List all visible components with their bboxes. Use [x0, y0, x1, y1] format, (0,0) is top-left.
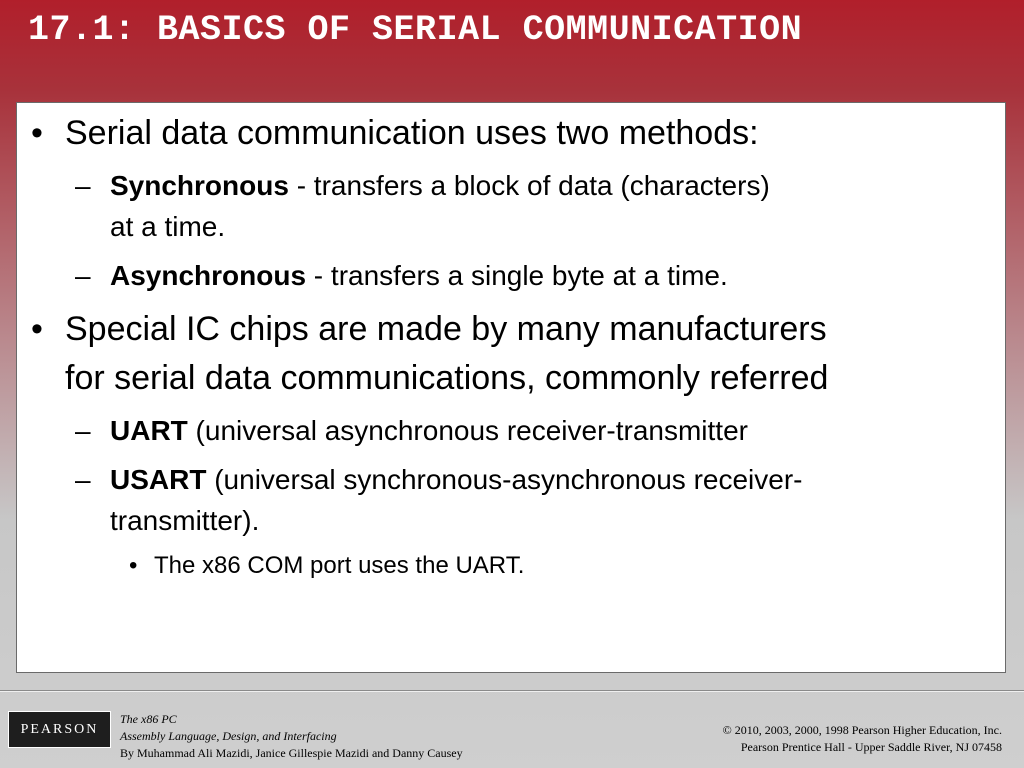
- slide-title: 17.1: BASICS OF SERIAL COMMUNICATION: [28, 10, 803, 50]
- publisher-text: Pearson Prentice Hall - Upper Saddle River, NJ 07458: [740, 740, 1002, 754]
- asynchronous-description: - transfers a single byte at a time.: [306, 260, 728, 291]
- sub-bullet-asynchronous: [75, 257, 728, 295]
- footer-divider: [0, 690, 1024, 692]
- bullet-marker: •: [31, 310, 43, 348]
- book-subtitle: Assembly Language, Design, and Interfacing: [120, 729, 337, 743]
- sub-sub-bullet-com-port: [129, 550, 525, 582]
- bullet-text: Serial data communication uses two methods:: [65, 114, 759, 152]
- synchronous-description: - transfers a block of data (characters): [288, 170, 770, 201]
- copyright-info: [723, 722, 1002, 756]
- pearson-logo: PEARSON: [8, 711, 111, 748]
- sub-bullet-uart: [75, 412, 748, 450]
- bullet-marker: •: [129, 552, 138, 579]
- term-synchronous: Synchronous: [110, 170, 289, 201]
- bullet-serial-methods: [31, 109, 759, 157]
- bullet-marker: •: [31, 114, 43, 152]
- book-title: The x86 PC: [120, 712, 177, 726]
- com-port-text: The x86 COM port uses the UART.: [154, 552, 525, 579]
- usart-description: (universal synchronous-asynchronous receiver-: [206, 464, 803, 495]
- dash-marker: –: [75, 415, 91, 446]
- sub-bullet-usart: [75, 461, 803, 499]
- book-info: [120, 711, 463, 762]
- usart-description-cont: transmitter).: [110, 505, 260, 536]
- term-asynchronous: Asynchronous: [110, 260, 307, 291]
- dash-marker: –: [75, 260, 91, 291]
- book-authors: By Muhammad Ali Mazidi, Janice Gillespie Mazidi and Danny Causey: [120, 746, 463, 760]
- bullet-text-cont: for serial data communications, commonly referred: [65, 359, 829, 397]
- bullet-ic-chips: [31, 305, 827, 353]
- content-box: [16, 102, 1006, 673]
- term-usart: USART: [110, 464, 207, 495]
- uart-description: (universal asynchronous receiver-transmitter: [187, 415, 748, 446]
- dash-marker: –: [75, 464, 91, 495]
- term-uart: UART: [110, 415, 188, 446]
- synchronous-description-cont: at a time.: [110, 211, 226, 242]
- sub-bullet-synchronous: [75, 167, 770, 205]
- copyright-text: © 2010, 2003, 2000, 1998 Pearson Higher Education, Inc.: [722, 723, 1002, 737]
- dash-marker: –: [75, 170, 91, 201]
- bullet-text: Special IC chips are made by many manufacturers: [65, 310, 827, 348]
